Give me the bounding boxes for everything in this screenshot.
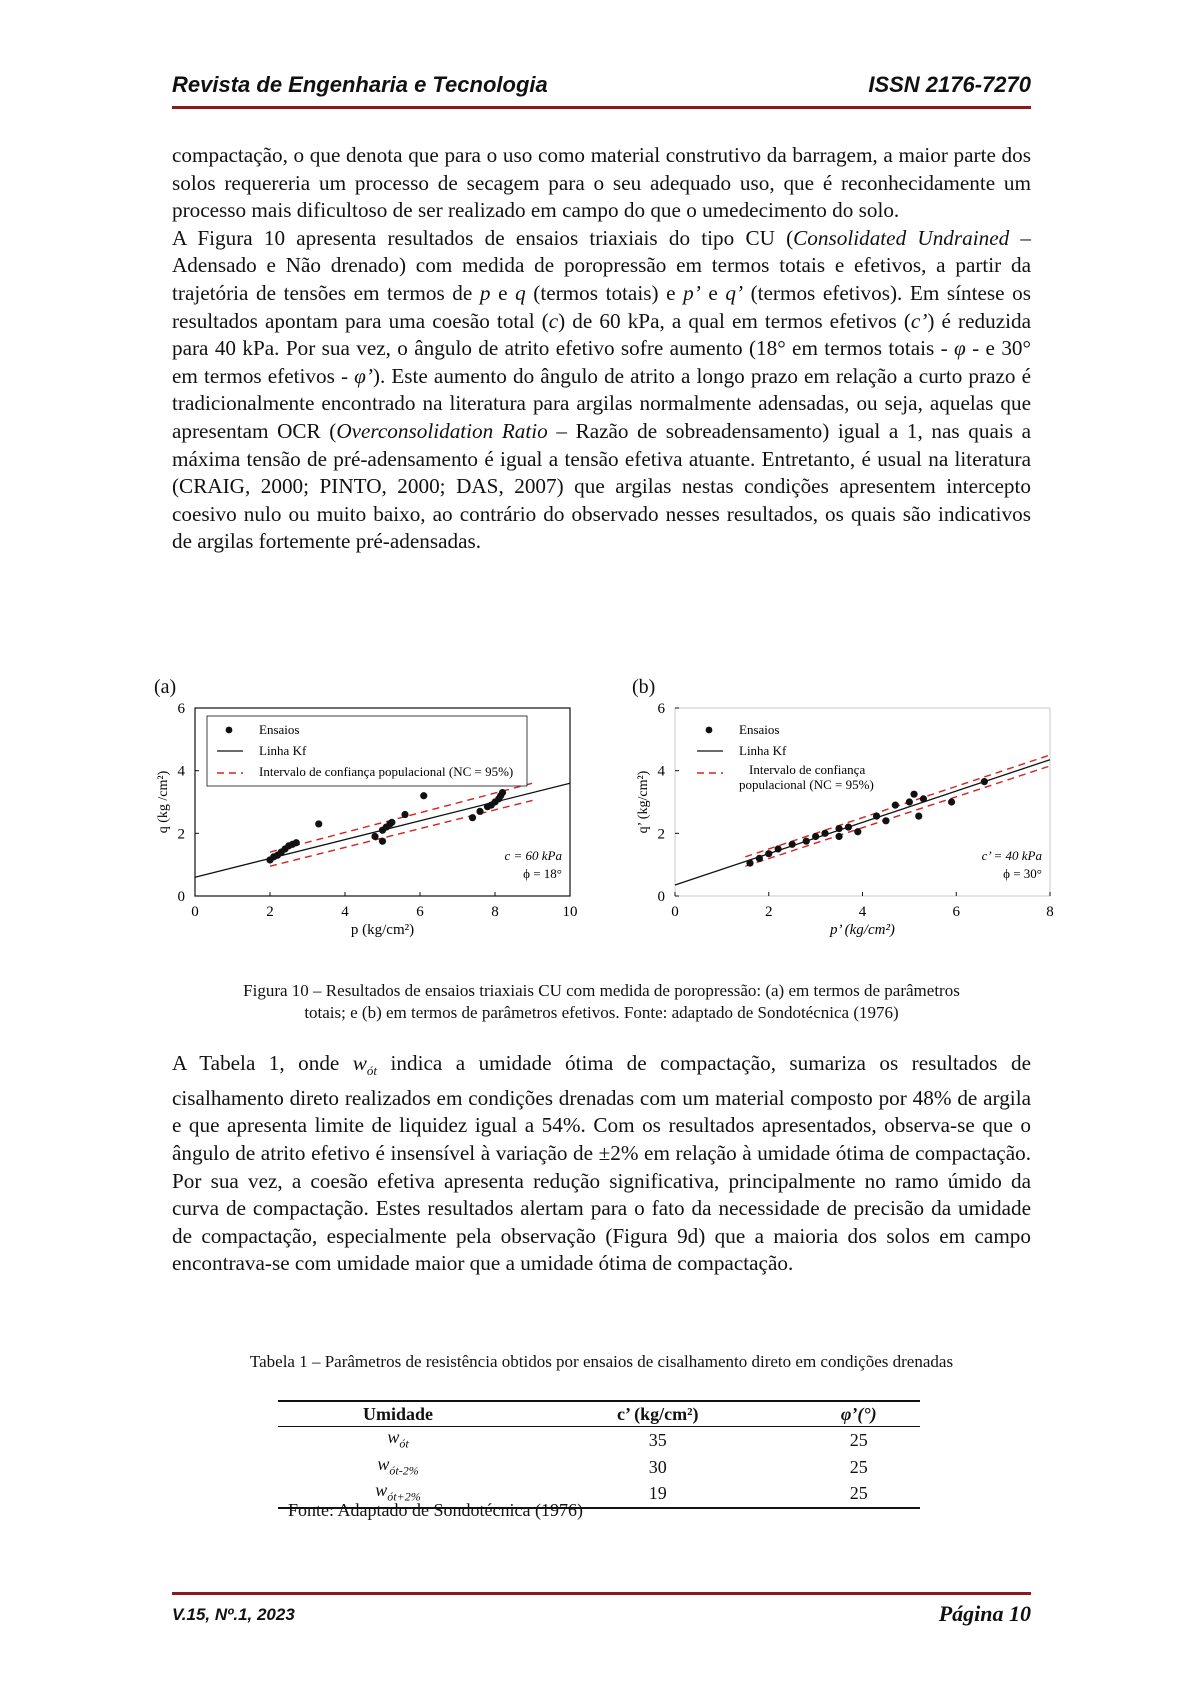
- w-symbol: w: [387, 1427, 400, 1447]
- table-source: Fonte: Adaptado de Sondotécnica (1976): [288, 1500, 583, 1520]
- text-run: A Figura 10 apresenta resultados de ensaios triaxiais do tipo CU (: [172, 225, 794, 250]
- annotation-cohesion: c’ = 40 kPa: [981, 848, 1042, 863]
- legend-band-line-1: Intervalo de confiança: [749, 762, 866, 777]
- cell-cohesion: 30: [648, 1456, 667, 1477]
- caption-line-1: Figura 10 – Resultados de ensaios triaxiais CU com medida de poropressão: (a) em termos de parâmetros: [243, 981, 960, 1000]
- data-point: [371, 833, 378, 840]
- table-row: [278, 1454, 920, 1481]
- data-point: [775, 845, 782, 852]
- y-tick-label: 0: [177, 889, 185, 905]
- cell-phi: 25: [849, 1456, 868, 1477]
- data-point: [379, 838, 386, 845]
- x-tick-label: 6: [952, 904, 960, 920]
- data-point: [499, 789, 506, 796]
- data-point: [835, 825, 842, 832]
- y-tick-label: 4: [657, 763, 665, 780]
- data-point: [835, 833, 842, 840]
- x-tick-label: 8: [1046, 904, 1054, 920]
- text-run: – Adensado e Não drenado) com medida de poropressão em termos totais e efetivos, a partir da trajetória de tensões em termos de: [172, 225, 1032, 305]
- y-axis-label: q’ (kg/cm²): [636, 770, 651, 834]
- x-tick-label: 2: [765, 904, 773, 920]
- body-text-top: [172, 142, 1031, 556]
- text-run: ) é reduzida para 40 kPa. Por sua vez, o ângulo de atrito efetivo sofre aumento (18° em termos totais -: [172, 308, 1031, 361]
- page-number: Página 10: [938, 1601, 1031, 1626]
- data-point: [948, 798, 955, 805]
- annotation-friction: ϕ = 18°: [523, 866, 562, 881]
- results-table: [278, 1400, 920, 1509]
- text-run-italic: Consolidated Undrained: [793, 225, 1010, 250]
- subscript: ót: [399, 1436, 409, 1451]
- legend-band-line-2: populacional (NC = 95%): [739, 777, 874, 792]
- data-point: [469, 814, 476, 821]
- data-point: [476, 808, 483, 815]
- header-phi: φ’(°): [798, 1401, 920, 1427]
- data-point: [746, 860, 753, 867]
- subscript: ót+2%: [387, 1489, 421, 1504]
- data-point: [882, 817, 889, 824]
- ci-lower-line: [270, 800, 533, 866]
- ci-upper-line: [270, 783, 533, 852]
- cell-phi: 25: [798, 1480, 920, 1508]
- data-point: [803, 838, 810, 845]
- text-run-italic: q’: [725, 280, 743, 305]
- data-point: [821, 830, 828, 837]
- data-point: [845, 823, 852, 830]
- x-tick-label: 2: [266, 904, 274, 920]
- data-point: [789, 841, 796, 848]
- data-point: [920, 795, 927, 802]
- y-tick-label: 2: [657, 826, 665, 843]
- text-run: (termos totais) e: [525, 280, 684, 305]
- text-run: indica a umidade ótima de compactação, sumariza os resultados de cisalhamento direto realizados em condições drenadas com um material composto por 48% de argila e que apresenta limite de liquidez igual a 54%. Com os resultados apresentados, observa-se que o ângulo de atrito efetivo é insensível à variação de ±2% em relação à umidade ótima de compactação. Por sua vez, a coesão efetiva apresenta redução significativa, principalmente no ramo úmido da curva de compactação. Estes resultados alertam para o fato da necessidade de precisão da umidade de compactação, especialmente pela observação (Figura 9d) que a maioria dos solos em campo encontrava-se com umidade maior que a umidade ótima de compactação.: [172, 1051, 1031, 1276]
- data-point: [892, 802, 899, 809]
- chart-b-effective: [630, 700, 1100, 970]
- data-point: [812, 833, 819, 840]
- data-point: [873, 813, 880, 820]
- annotation-cohesion: c = 60 kPa: [504, 848, 562, 863]
- text-run: – Razão de sobreadensamento) igual a 1, nas quais a máxima tensão de pré-adensamento é igual a tensão efetiva atuante. Entretanto, é usual na literatura (CRAIG, 2000; PINTO, 2000; DAS, 2007) que argilas nestas condições apresentem intercepto coesivo nulo ou muito baixo, ao contrário do observado nesses resultados, os quais são indicativos de argilas fortemente pré-adensadas.: [172, 418, 1031, 554]
- x-tick-label: 0: [671, 904, 679, 920]
- text-run: e: [700, 280, 726, 305]
- text-run: - e 30° em termos efetivos -: [172, 336, 1031, 388]
- paragraph-2: [172, 225, 1031, 556]
- volume-info: V.15, Nº.1, 2023: [172, 1605, 295, 1624]
- cell-cohesion: 19: [518, 1480, 798, 1508]
- x-axis-label: p’ (kg/cm²): [830, 922, 895, 938]
- text-run: e: [490, 280, 516, 305]
- table-header-row: [278, 1401, 920, 1427]
- subscript: ót-2%: [389, 1463, 419, 1478]
- journal-title: Revista de Engenharia e Tecnologia: [172, 72, 548, 97]
- data-point: [854, 828, 861, 835]
- issn: ISSN 2176-7270: [868, 72, 1031, 97]
- x-tick-label: 6: [416, 904, 424, 920]
- data-point: [765, 850, 772, 857]
- legend-point-marker: [706, 727, 713, 734]
- text-run: A Tabela 1, onde: [172, 1051, 353, 1075]
- x-tick-label: 4: [858, 904, 867, 920]
- x-tick-label: 8: [491, 904, 499, 920]
- caption-line-2: totais; e (b) em termos de parâmetros efetivos. Fonte: adaptado de Sondotécnica (1976): [304, 1003, 899, 1022]
- w-symbol: w: [375, 1480, 388, 1501]
- data-point: [915, 813, 922, 820]
- data-point: [756, 855, 763, 862]
- panel-label-b: (b): [632, 676, 656, 698]
- data-point: [981, 778, 988, 785]
- chart-a-total: [150, 700, 620, 970]
- text-run-italic: p: [479, 280, 491, 305]
- legend-ensaios: Ensaios: [739, 722, 780, 737]
- cell-umidade: [278, 1454, 518, 1481]
- text-run-italic: q: [515, 280, 526, 305]
- legend-band: Intervalo de confiança populacional (NC = 95%): [259, 764, 514, 779]
- text-run: (termos efetivos). Em síntese os resultados apontam para uma coesão total (: [172, 280, 1031, 333]
- y-tick-label: 0: [657, 889, 665, 905]
- text-run-italic: φ: [954, 336, 966, 361]
- data-point: [420, 792, 427, 799]
- figure-caption: [172, 980, 1031, 1024]
- data-point: [315, 820, 322, 827]
- legend-linha-kf: Linha Kf: [739, 743, 787, 758]
- header-cohesion: c’ (kg/cm²): [518, 1401, 798, 1427]
- y-tick-label: 2: [177, 826, 185, 843]
- text-run-italic: w: [352, 1051, 367, 1075]
- annotation-friction: ϕ = 30°: [1003, 866, 1042, 881]
- data-point: [401, 811, 408, 818]
- cell-phi: 25: [849, 1430, 868, 1451]
- paragraph-1: compactação, o que denota que para o uso como material construtivo da barragem, a maior parte dos solos requereria um processo de secagem para o seu adequado uso, que é reconhecidamente um processo mais dificultoso de ser realizado em campo do que o umedecimento do solo.: [172, 143, 1031, 223]
- table-row: [278, 1427, 920, 1454]
- table-caption: Tabela 1 – Parâmetros de resistência obtidos por ensaios de cisalhamento direto em condições drenadas: [249, 1352, 954, 1371]
- data-point: [906, 798, 913, 805]
- text-run-italic: c: [548, 308, 559, 333]
- text-run: ) de 60 kPa, a qual em termos efetivos (: [558, 308, 911, 333]
- x-tick-label: 0: [191, 904, 199, 920]
- paragraph-3: [172, 1050, 1031, 1278]
- header-umidade: Umidade: [278, 1401, 518, 1427]
- text-run-italic: p’: [683, 280, 701, 305]
- text-run-italic: c’: [910, 308, 928, 333]
- cell-umidade: [278, 1427, 518, 1454]
- y-axis-label: q (kg /cm²): [156, 770, 171, 834]
- x-tick-label: 10: [562, 904, 578, 920]
- x-tick-label: 4: [341, 904, 349, 920]
- w-symbol: w: [377, 1453, 390, 1474]
- x-axis-label: p (kg/cm²): [350, 922, 415, 938]
- legend-point-marker: [226, 727, 233, 734]
- cell-cohesion: 35: [648, 1430, 667, 1451]
- y-tick-label: 4: [177, 763, 185, 780]
- panel-label-a: (a): [154, 676, 177, 698]
- subscript: ót: [366, 1063, 378, 1079]
- data-point: [388, 819, 395, 826]
- data-point: [910, 791, 917, 798]
- y-tick-label: 6: [657, 701, 665, 717]
- page-header: [172, 70, 1031, 109]
- data-point: [293, 839, 300, 846]
- y-tick-label: 6: [177, 701, 185, 717]
- legend-ensaios: Ensaios: [259, 722, 300, 737]
- body-text-bottom: [172, 1050, 1031, 1278]
- legend-linha-kf: Linha Kf: [259, 743, 307, 758]
- text-run-italic: φ’: [354, 363, 373, 388]
- text-run: ). Este aumento do ângulo de atrito a longo prazo em relação a curto prazo é tradicionalmente encontrado na literatura para argilas normalmente adensadas, ou seja, aquelas que apresentam OCR (: [172, 363, 1031, 443]
- page-footer: [172, 1592, 1031, 1635]
- text-run-italic: Overconsolidation Ratio: [336, 418, 548, 443]
